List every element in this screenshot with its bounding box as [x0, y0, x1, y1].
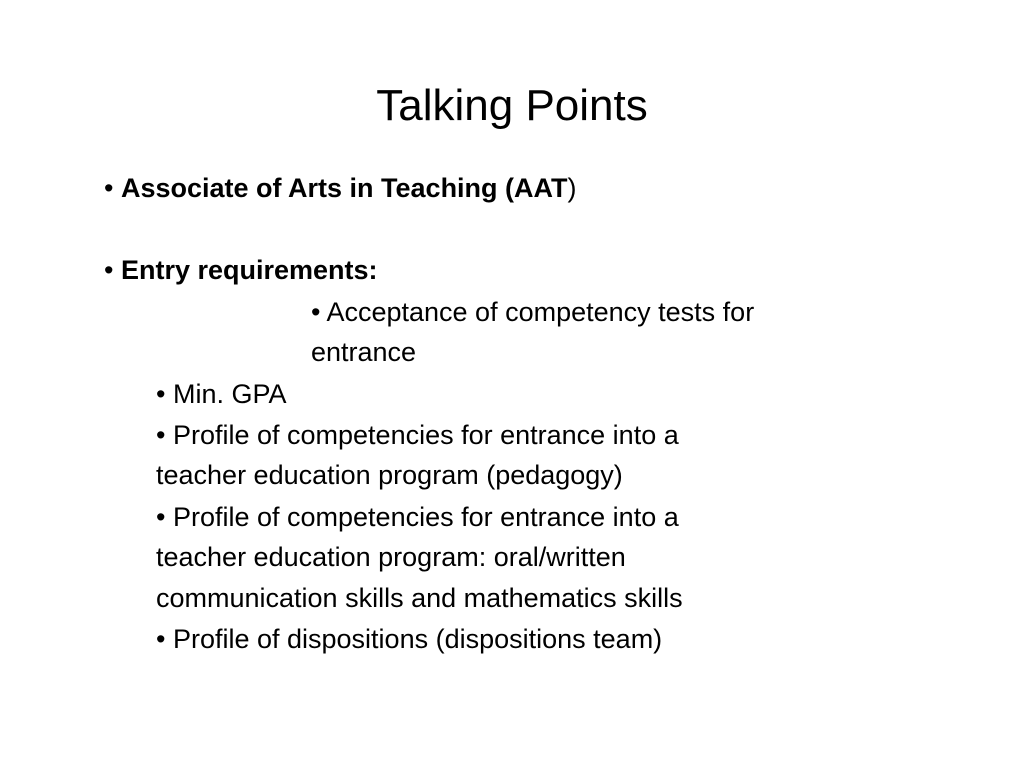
bullet-point-entry-requirements: [104, 250, 378, 290]
point-bold-text: Associate of Arts in Teaching (AAT: [120, 173, 568, 203]
point-bold-text: Entry requirements:: [120, 255, 378, 285]
sub-point-line: • Min. GPA: [156, 379, 287, 409]
bullet-marker: •: [104, 173, 114, 203]
sub-point-line: teacher education program (pedagogy): [156, 460, 623, 490]
point-trailing-text: ): [567, 173, 577, 203]
sub-point-line: entrance: [311, 337, 417, 367]
sub-point-line: • Acceptance of competency tests for: [311, 297, 755, 327]
sub-point-line: teacher education program: oral/written: [156, 542, 626, 572]
slide-title: Talking Points: [376, 81, 648, 130]
sub-point-line: • Profile of competencies for entrance into a: [156, 420, 679, 450]
sub-point-line: • Profile of dispositions (dispositions team): [156, 624, 663, 654]
sub-point-line: • Profile of competencies for entrance into a: [156, 502, 679, 532]
bullet-point-aat: [104, 168, 577, 208]
bullet-marker: •: [104, 255, 114, 285]
sub-point-line: communication skills and mathematics skills: [156, 583, 683, 613]
